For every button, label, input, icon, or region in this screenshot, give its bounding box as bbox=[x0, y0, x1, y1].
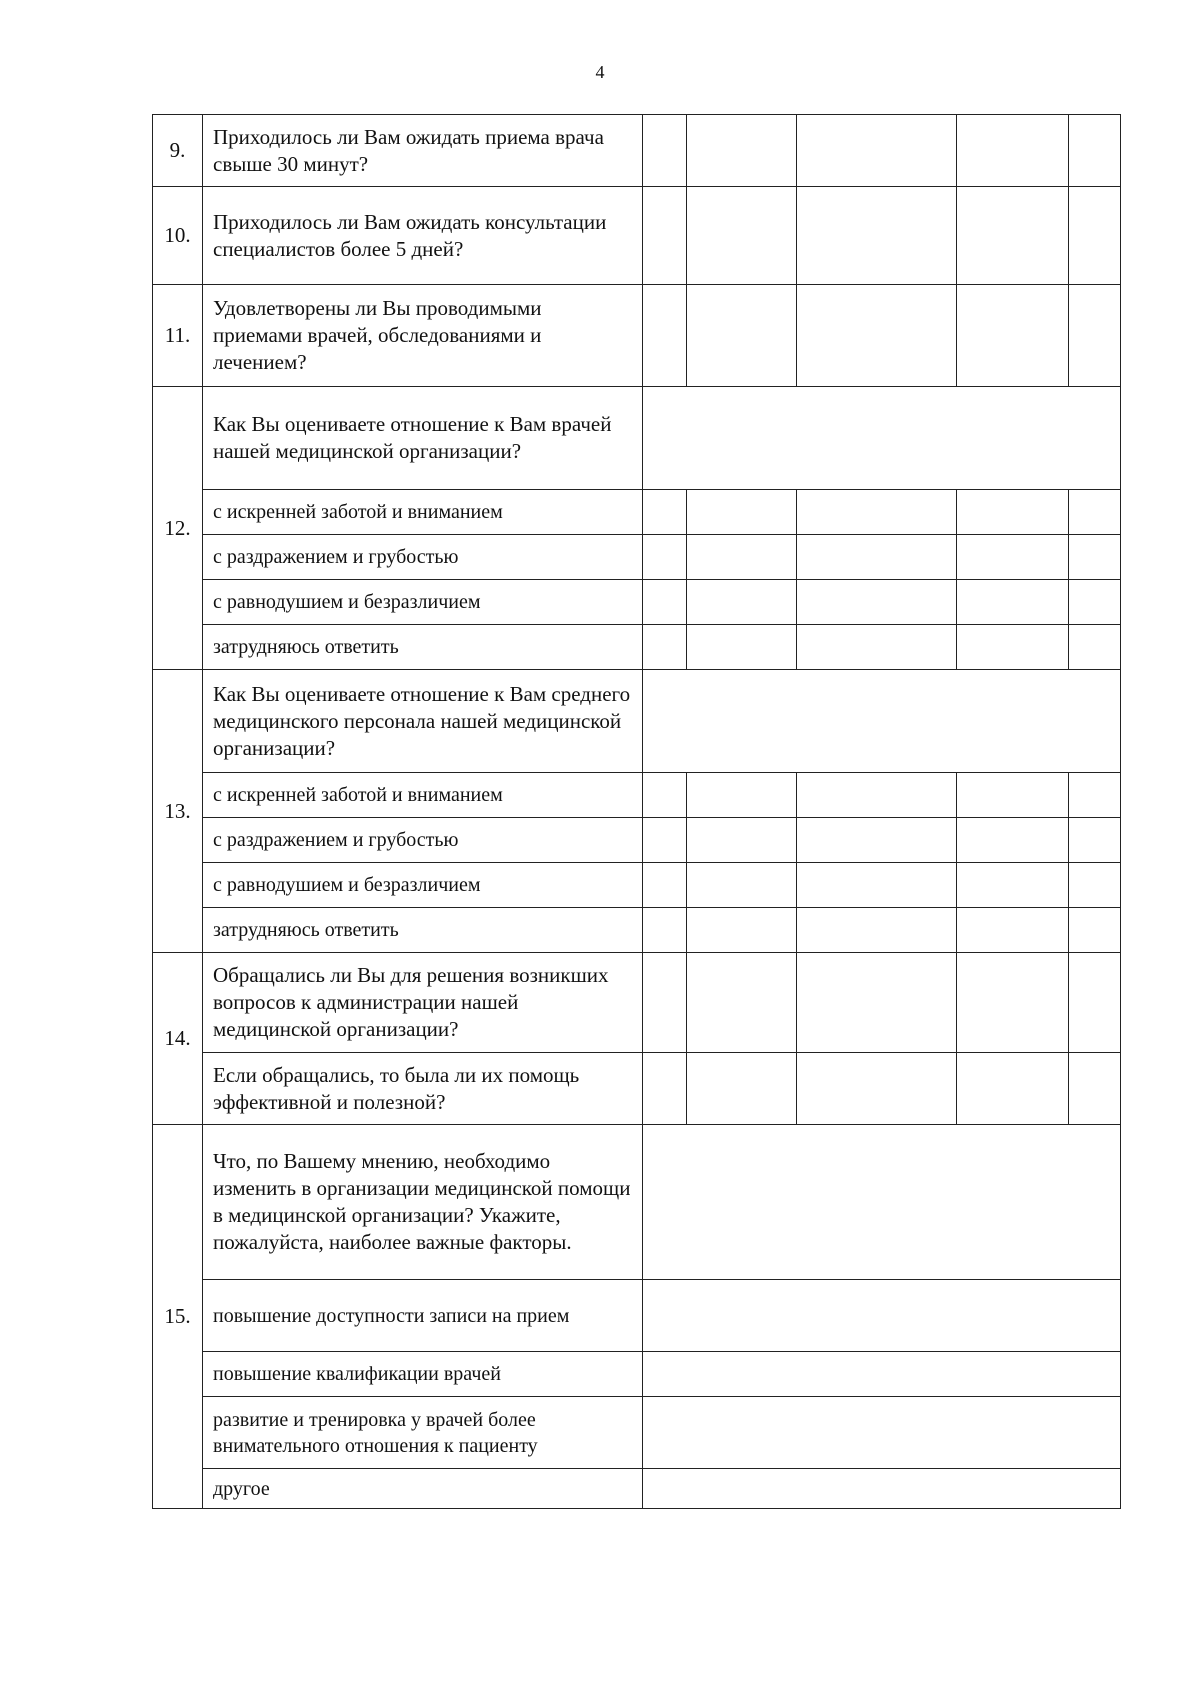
answer-cell[interactable] bbox=[687, 187, 797, 285]
answer-cell[interactable] bbox=[643, 818, 687, 863]
answer-cell[interactable] bbox=[687, 115, 797, 187]
option-row bbox=[153, 1469, 1121, 1509]
question-row-14 bbox=[153, 953, 1121, 1053]
option-text: повышение доступности записи на прием bbox=[203, 1280, 643, 1352]
followup-row bbox=[153, 1053, 1121, 1125]
option-text: развитие и тренировка у врачей более внимательного отношения к пациенту bbox=[203, 1397, 643, 1469]
answer-cell[interactable] bbox=[1069, 580, 1121, 625]
question-blank-cell bbox=[643, 387, 1121, 490]
answer-cell[interactable] bbox=[957, 863, 1069, 908]
option-text: затрудняюсь ответить bbox=[203, 625, 643, 670]
answer-cell[interactable] bbox=[643, 285, 687, 387]
answer-cell[interactable] bbox=[1069, 818, 1121, 863]
answer-cell[interactable] bbox=[643, 1125, 1121, 1280]
answer-cell[interactable] bbox=[687, 863, 797, 908]
answer-cell[interactable] bbox=[643, 1280, 1121, 1352]
answer-cell[interactable] bbox=[1069, 863, 1121, 908]
answer-cell[interactable] bbox=[687, 908, 797, 953]
answer-cell[interactable] bbox=[643, 1397, 1121, 1469]
answer-cell[interactable] bbox=[687, 1053, 797, 1125]
answer-cell[interactable] bbox=[687, 818, 797, 863]
answer-cell[interactable] bbox=[957, 953, 1069, 1053]
question-row-15 bbox=[153, 1125, 1121, 1280]
option-text: другое bbox=[203, 1469, 643, 1509]
question-row-12 bbox=[153, 387, 1121, 490]
question-row-11 bbox=[153, 285, 1121, 387]
answer-cell[interactable] bbox=[643, 1053, 687, 1125]
followup-text: Если обращались, то была ли их помощь эффективной и полезной? bbox=[203, 1053, 643, 1125]
page-number: 4 bbox=[595, 62, 605, 82]
answer-cell[interactable] bbox=[643, 535, 687, 580]
option-row bbox=[153, 863, 1121, 908]
survey-table bbox=[152, 114, 1121, 1509]
question-text: Что, по Вашему мнению, необходимо изменить в организации медицинской помощи в медицинской организации? Укажите, пожалуйста, наиболее важные факторы. bbox=[203, 1125, 643, 1280]
option-text: с искренней заботой и вниманием bbox=[203, 490, 643, 535]
option-row bbox=[153, 490, 1121, 535]
question-row-13 bbox=[153, 670, 1121, 773]
answer-cell[interactable] bbox=[1069, 625, 1121, 670]
answer-cell[interactable] bbox=[797, 863, 957, 908]
option-row bbox=[153, 535, 1121, 580]
answer-cell[interactable] bbox=[797, 625, 957, 670]
question-text: Как Вы оцениваете отношение к Вам врачей нашей медицинской организации? bbox=[203, 387, 643, 490]
answer-cell[interactable] bbox=[957, 535, 1069, 580]
answer-cell[interactable] bbox=[797, 818, 957, 863]
question-number: 12. bbox=[153, 387, 203, 670]
answer-cell[interactable] bbox=[687, 580, 797, 625]
question-number: 9. bbox=[153, 115, 203, 187]
answer-cell[interactable] bbox=[643, 580, 687, 625]
answer-cell[interactable] bbox=[1069, 115, 1121, 187]
answer-cell[interactable] bbox=[957, 187, 1069, 285]
question-text: Как Вы оцениваете отношение к Вам среднего медицинского персонала нашей медицинской организации? bbox=[203, 670, 643, 773]
question-row-9 bbox=[153, 115, 1121, 187]
option-text: с раздражением и грубостью bbox=[203, 535, 643, 580]
option-text: с искренней заботой и вниманием bbox=[203, 773, 643, 818]
answer-cell[interactable] bbox=[1069, 490, 1121, 535]
option-text: с равнодушием и безразличием bbox=[203, 863, 643, 908]
answer-cell[interactable] bbox=[797, 490, 957, 535]
answer-cell[interactable] bbox=[797, 908, 957, 953]
answer-cell[interactable] bbox=[1069, 953, 1121, 1053]
answer-cell[interactable] bbox=[687, 625, 797, 670]
option-row bbox=[153, 773, 1121, 818]
question-number: 10. bbox=[153, 187, 203, 285]
answer-cell[interactable] bbox=[957, 773, 1069, 818]
option-row bbox=[153, 1280, 1121, 1352]
answer-cell[interactable] bbox=[1069, 773, 1121, 818]
answer-cell[interactable] bbox=[957, 625, 1069, 670]
option-row bbox=[153, 1352, 1121, 1397]
answer-cell[interactable] bbox=[797, 535, 957, 580]
option-text: повышение квалификации врачей bbox=[203, 1352, 643, 1397]
option-text: с равнодушием и безразличием bbox=[203, 580, 643, 625]
answer-cell[interactable] bbox=[643, 115, 687, 187]
answer-cell[interactable] bbox=[687, 953, 797, 1053]
answer-cell[interactable] bbox=[797, 953, 957, 1053]
answer-cell[interactable] bbox=[1069, 1053, 1121, 1125]
option-text: с раздражением и грубостью bbox=[203, 818, 643, 863]
answer-cell[interactable] bbox=[687, 535, 797, 580]
question-text: Удовлетворены ли Вы проводимыми приемами врачей, обследованиями и лечением? bbox=[203, 285, 643, 387]
question-number: 15. bbox=[153, 1125, 203, 1509]
answer-cell[interactable] bbox=[643, 187, 687, 285]
answer-cell[interactable] bbox=[643, 1469, 1121, 1509]
answer-cell[interactable] bbox=[957, 580, 1069, 625]
answer-cell[interactable] bbox=[797, 285, 957, 387]
option-row bbox=[153, 625, 1121, 670]
answer-cell[interactable] bbox=[1069, 285, 1121, 387]
answer-cell[interactable] bbox=[957, 490, 1069, 535]
answer-cell[interactable] bbox=[643, 1352, 1121, 1397]
answer-cell[interactable] bbox=[957, 285, 1069, 387]
answer-cell[interactable] bbox=[643, 863, 687, 908]
answer-cell[interactable] bbox=[797, 580, 957, 625]
answer-cell[interactable] bbox=[643, 953, 687, 1053]
option-text: затрудняюсь ответить bbox=[203, 908, 643, 953]
answer-cell[interactable] bbox=[957, 115, 1069, 187]
answer-cell[interactable] bbox=[687, 285, 797, 387]
answer-cell[interactable] bbox=[643, 908, 687, 953]
answer-cell[interactable] bbox=[797, 187, 957, 285]
answer-cell[interactable] bbox=[797, 115, 957, 187]
answer-cell[interactable] bbox=[643, 773, 687, 818]
answer-cell[interactable] bbox=[1069, 535, 1121, 580]
answer-cell[interactable] bbox=[957, 818, 1069, 863]
question-blank-cell bbox=[643, 670, 1121, 773]
question-text: Приходилось ли Вам ожидать консультации специалистов более 5 дней? bbox=[203, 187, 643, 285]
option-row bbox=[153, 580, 1121, 625]
answer-cell[interactable] bbox=[957, 1053, 1069, 1125]
answer-cell[interactable] bbox=[797, 1053, 957, 1125]
option-row bbox=[153, 1397, 1121, 1469]
question-row-10 bbox=[153, 187, 1121, 285]
question-number: 11. bbox=[153, 285, 203, 387]
question-number: 13. bbox=[153, 670, 203, 953]
answer-cell[interactable] bbox=[687, 490, 797, 535]
question-number: 14. bbox=[153, 953, 203, 1125]
option-row bbox=[153, 818, 1121, 863]
answer-cell[interactable] bbox=[643, 490, 687, 535]
answer-cell[interactable] bbox=[797, 773, 957, 818]
answer-cell[interactable] bbox=[1069, 187, 1121, 285]
answer-cell[interactable] bbox=[643, 625, 687, 670]
question-text: Обращались ли Вы для решения возникших вопросов к администрации нашей медицинской организации? bbox=[203, 953, 643, 1053]
answer-cell[interactable] bbox=[1069, 908, 1121, 953]
answer-cell[interactable] bbox=[687, 773, 797, 818]
question-text: Приходилось ли Вам ожидать приема врача свыше 30 минут? bbox=[203, 115, 643, 187]
option-row bbox=[153, 908, 1121, 953]
answer-cell[interactable] bbox=[957, 908, 1069, 953]
